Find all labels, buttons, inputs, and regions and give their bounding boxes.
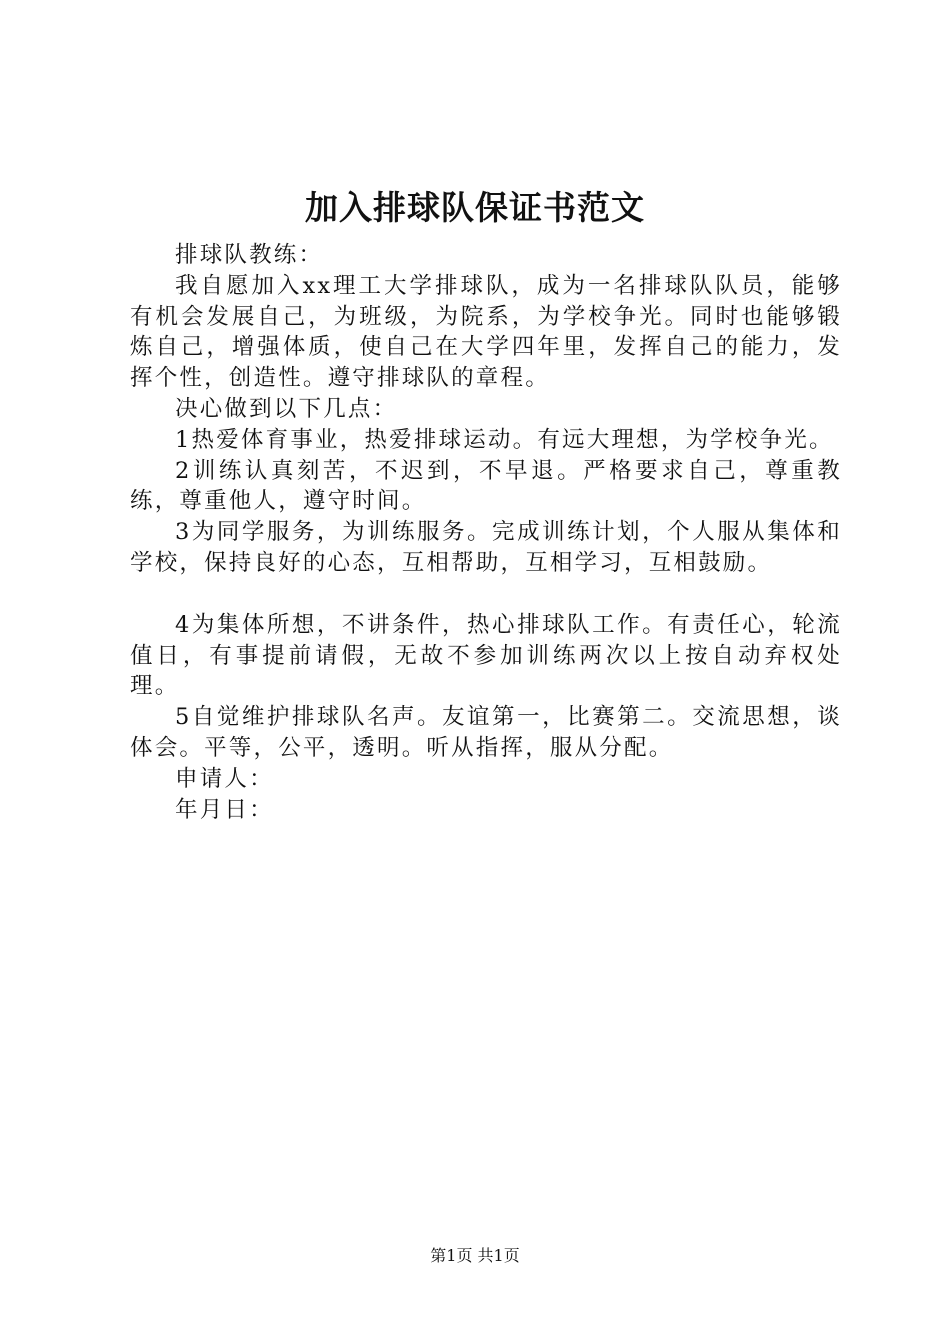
resolution-heading: 决心做到以下几点： (175, 395, 398, 422)
pledge-item-4: 4为集体所想，不讲条件，热心排球队工作。有责任心，轮流值日，有事提前请假，无故不参加训练两次以上按自动弃权处理。 (130, 611, 842, 700)
date-line: 年月日： (175, 796, 274, 823)
page-footer: 第1页 共1页 (430, 1246, 520, 1265)
salutation: 排球队教练： (175, 242, 324, 268)
document-body (130, 240, 842, 825)
document-title: 加入排球队保证书范文 (305, 188, 645, 227)
pledge-item-1: 1热爱体育事业，热爱排球运动。有远大理想，为学校争光。 (175, 426, 834, 453)
intro-paragraph: 我自愿加入xx理工大学排球队，成为一名排球队队员，能够有机会发展自己，为班级，为院系，为学校争光。同时也能够锻炼自己，增强体质，使自己在大学四年里，发挥自己的能力，发挥个性，创造性。遵守排球队的章程。 (130, 272, 842, 392)
pledge-item-2: 2训练认真刻苦，不迟到，不早退。严格要求自己，尊重教练，尊重他人，遵守时间。 (130, 457, 842, 515)
applicant-signature-line: 申请人： (175, 765, 274, 792)
pledge-item-3: 3为同学服务，为训练服务。完成训练计划，个人服从集体和学校，保持良好的心态，互相帮助，互相学习，互相鼓励。 (130, 519, 842, 576)
pledge-item-5: 5自觉维护排球队名声。友谊第一，比赛第二。交流思想，谈体会。平等，公平，透明。听从指挥，服从分配。 (130, 704, 842, 761)
